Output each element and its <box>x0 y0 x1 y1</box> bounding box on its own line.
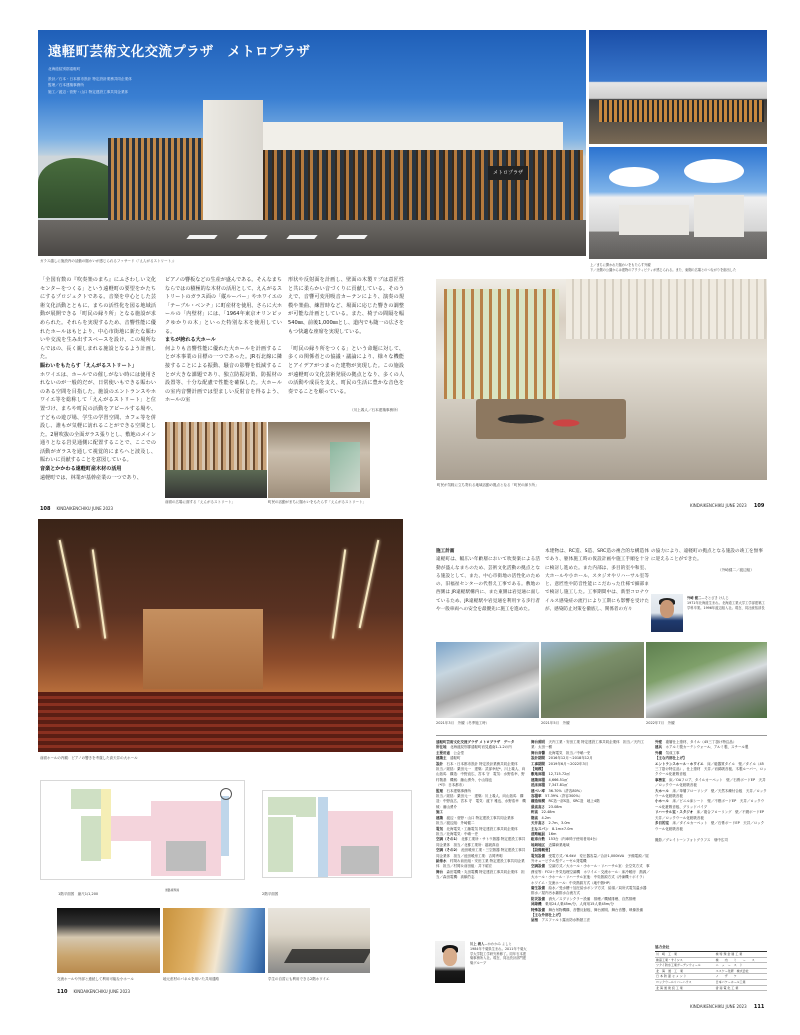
cooperators-cell: 北 海 道 建 設 工 業 <box>655 985 715 991</box>
window-louvers <box>444 289 559 399</box>
data-sheet-value: 渡辺・菅野・山口 特定建設工事共同企業体 <box>446 815 515 820</box>
data-sheet-entry <box>531 886 651 897</box>
data-sheet-label: 地域地区 <box>531 842 549 847</box>
data-sheet-entry <box>531 864 651 886</box>
data-sheet-entry <box>531 918 651 923</box>
photo-main-hall <box>38 519 403 752</box>
paragraph: ホワイエは、ホールでの催しがない時には使用されないのが一般的だが、日常使いもできる賑わいのある空間を目指した。施設のエントランスやホワイエ等を総称して「えんがるストリート」と位置づけ、まちや町民の活動をアピールする場や、子どもの遊び場、学生の学習空間、カフェ等を併設し、誰もが気軽に訪れることができる空間とした。2層吹抜の全面ガラス張りとし、敷地のメイン通りとなる岩見通側に配置することで、ここでの活動がガラスを通して視覚的にまちへと波及し、賑わいに貢献することを意図している。 <box>40 371 156 464</box>
page-footer-110 <box>57 989 130 995</box>
paragraph: 「全国有数の『吹奏楽のまち』にふさわしい文化センターをつくる」という遠軽町の要望をかたちにするプロジェクトである。音楽を中心とした芸術文化活動とともに、まちの活性化を図る地域活動が展開できる「町民の縁り所」となる施設が求められた。それらを実現するため、音響性能に優れたホールはもとより、中心市街地に新たな賑わいや交流を生み出すスペースを設け、この場所ならではの、長く親しまれる施設となるよう計画した。 <box>40 277 156 361</box>
data-sheet-value: 床／複合フローリング 壁／不燃ボードEP 天井／ロックウール化粧吸音板 <box>655 810 768 820</box>
data-sheet-section: 【設備概要】 <box>531 848 552 853</box>
glass-facade-main <box>263 150 583 222</box>
data-sheet-label: 防災設備 <box>531 896 549 901</box>
p110-photo-a-caption: 交流ホールや外部と連続して利用可能な小ホール <box>57 977 134 981</box>
data-sheet-label: 建築 <box>436 815 447 820</box>
data-sheet-value: 床／タイルカーペット 壁／石膏ボードEP 天井／ロックウール化粧吸音板 <box>655 821 765 831</box>
data-sheet-value: 担当／総括：栗田元一 建築：武部幸紀*、川上義人、向山拓馬 構造：中野直広、宮本 守 電気：水野浩幸、野村敬基 機械：藤山勇介、小山翔也 <box>436 767 526 782</box>
aerial-1-caption: 2021年3月 外観（冬季施工時） <box>436 721 490 725</box>
photo-2f-foyer <box>268 908 370 973</box>
data-sheet-value: 複層仕上塗材、タイル（45三丁掛け特注品） <box>665 740 737 744</box>
p110-photo-c-caption: 学生の自習にも利用できる2階ホワイエ <box>268 977 330 981</box>
article-title: 遠軽町芸術文化交流プラザ メトロプラザ <box>48 44 311 60</box>
data-sheet-label: 事務室 <box>655 777 669 782</box>
data-sheet-value: 7,347.81㎡ <box>548 783 568 788</box>
plan-corridor <box>101 789 111 859</box>
photo-small-hall <box>57 908 160 973</box>
data-sheet-section: 【主な外部仕上げ】 <box>531 913 563 917</box>
data-sheet-entry <box>655 789 767 800</box>
data-sheet-entry <box>655 821 767 832</box>
p108-signature: （川上義人／石本建築事務所） <box>350 408 401 412</box>
p110-hall-caption: 前面ホールの内観：ピアノの響きを考慮した高天井の大ホール <box>40 756 138 760</box>
data-sheet-value: 2019年6月〜2022年3月 <box>548 761 589 766</box>
data-sheet-value: 村岡＆前田組・安田工業 特定建設工事共同企業体 担当／村岡＆前田組：井下昭宏 <box>436 858 525 869</box>
plan-room <box>71 789 101 809</box>
p110-photo-b-caption: 地元産材のパネルを用いた共用通路 <box>163 977 219 981</box>
cooperators-cell: 香 南 電 化 工 業 <box>715 985 767 991</box>
p111-signature: （外崎健二／渡辺組） <box>718 568 754 572</box>
paragraph: 本建物は、RC造、S造、SRC造の複合的な構造体であり、躯体施工時の仮設計画や施工手順を十分に検討し進めた。また内部は、多目的室や和室、大ホールや小ホール、スタジオやリハーサル室等と、意匠性や防音性能にこだわった仕様で細部まで検討し施工した。工事期間中は、新型コロナウイルス感染症の流行により工期にも影響を受けたが、感染防止対策を徹底し、関係者の方々 <box>545 549 649 613</box>
cooperators-cell: 株 特 殊 金 属 工 業 <box>715 952 767 958</box>
section-heading: まちが誇れる大ホール <box>165 337 216 344</box>
photo-engaru-street-interior <box>268 422 370 498</box>
data-sheet-label: 屋根 <box>531 918 542 923</box>
data-sheet-value: 23.08m <box>548 804 562 809</box>
cooperators-cell: エスケー化研 株式会社 <box>715 968 767 974</box>
plan-stair <box>221 796 229 856</box>
data-sheet-label: 大ホール <box>655 788 673 793</box>
data-sheet-value: 16m <box>548 831 557 836</box>
wall-light <box>59 540 80 628</box>
face <box>443 948 457 966</box>
page-footer-108 <box>40 506 113 512</box>
photo-community-space <box>436 279 767 480</box>
glass-facade-left <box>108 138 203 223</box>
data-sheet-value: 公会堂 <box>453 750 464 755</box>
cooperators-cell: 株 内 ミ ー ス <box>715 957 767 963</box>
credit-design: 設計／石本・日本都市設計 特定設計業務共同企業体 <box>48 76 132 81</box>
data-sheet-label: 軒高 <box>531 810 542 815</box>
p111-column-1 <box>436 548 540 614</box>
section-heading: 音楽とかかわる遠軽町産木材の活用 <box>40 466 122 473</box>
data-sheet-label: 衛生設備 <box>531 885 549 890</box>
paragraph: 何よりも音響性能に優れた大ホールを計画することが本事業の目標の一つであった。JR石北線に隣接することによる振動、騒音の影響を低減することが大きな課題であり、独立防振対策、防振材の設置等、十分な配慮で性能を確保した。大ホールの室内音響計画では望ましい反射音を得るよう、ホールの室 <box>165 345 282 404</box>
data-sheet-label: 建具 <box>655 745 666 750</box>
data-sheet-label: 小ホール <box>655 799 673 804</box>
magazine-name: KINDAIKENCHIKU JUNE 2023 <box>73 989 131 994</box>
people-at-tables <box>476 399 626 439</box>
data-sheet-value: 床／ビニル床シート 壁／不燃ボードEP 天井／ロックウール化粧吸音板、グリッドパイプ <box>655 799 765 809</box>
data-sheet-value: 受電方式／6.6kV 変圧器容量／合計1,000kVA 予備電源／屋外キュービクル型ディーゼル発電機 <box>531 853 649 863</box>
data-sheet-label: 工事期間 <box>531 761 549 766</box>
cooperators-cell: 日本パワーホール工業 <box>715 979 767 985</box>
data-sheet-value: 消火／スプリンクラー設備 排煙／機械排煙、自然排煙 <box>548 896 636 901</box>
crosswalk-stripe <box>286 235 317 239</box>
data-sheet-label: 設計期間 <box>531 756 549 761</box>
p111-column-3 <box>651 548 763 565</box>
photo-aerial-2021-05 <box>541 642 644 718</box>
data-sheet-label: 空調（その2） <box>436 848 462 853</box>
photo-exterior-night <box>589 30 767 144</box>
plan-room <box>268 797 296 815</box>
page-footer-109 <box>690 503 764 509</box>
photo-corridor <box>163 908 265 973</box>
data-sheet-entry <box>436 767 528 783</box>
photo-credit: 撮影／グレイトーンフォトグラフス 畑中広司 <box>655 837 728 842</box>
data-sheet-list <box>655 740 767 832</box>
data-sheet-entry <box>436 794 528 810</box>
profile-kawakami: 川上 義人—かわかみ よしと 1984年千葉県生まれ。2011年千葉大学大学院工学研究科修了。同年石本建築事務所入社。現在、同社設計部門建築グループ <box>470 942 527 966</box>
data-sheet-label: 主なスパン <box>531 826 552 831</box>
data-sheet-label: 延床面積 <box>531 783 549 788</box>
wall-light <box>92 549 107 638</box>
data-sheet-entry <box>655 762 767 778</box>
data-sheet-value: 4,666.51㎡ <box>548 777 568 782</box>
data-sheet-entry <box>655 799 767 810</box>
data-sheet-label: 敷地面積 <box>531 772 549 777</box>
page-number: 108 <box>40 506 51 512</box>
page-number: 111 <box>753 1004 765 1010</box>
data-sheet-label: 舞台照明 <box>531 740 549 744</box>
credit-supervision: 監理／石本建築事務所 <box>48 83 84 87</box>
cooperators-cell: ツクイ防水工業ガーデンウォール <box>655 963 715 969</box>
credit-construction: 施工／渡辺・菅野・山口 特定建設工事共同企業体 <box>48 89 129 94</box>
data-sheet-label: 空調設備 <box>531 864 549 869</box>
data-sheet-value: 担当／渡辺組：外崎健二 <box>436 821 475 826</box>
profile-name: 外崎 健二 <box>687 596 702 600</box>
p108-column-3 <box>288 276 404 396</box>
data-sheet-entry <box>531 740 651 751</box>
building-sign: メトロプラザ <box>488 166 528 180</box>
page-footer-111 <box>690 1004 764 1010</box>
data-sheet-value: 近隣商業地域 <box>548 842 570 847</box>
location: 北海道紋別郡遠軽町 <box>48 67 81 71</box>
data-sheet-section: 【規模】 <box>531 767 545 772</box>
cloud <box>609 167 659 187</box>
aerial-3-caption: 2022年7月 外観 <box>646 721 675 725</box>
audience-seats <box>38 692 403 752</box>
data-sheet-label: 施工 <box>436 810 447 815</box>
profile-reading: かわかみ よしと <box>487 942 512 946</box>
data-sheet-entry <box>436 859 528 870</box>
data-sheet-value: 池田暖房工業・三空熱器 特定建設工事共同企業体 担当／池田暖房工業：吉岡秀明 <box>436 848 526 858</box>
data-sheet-section: 【主な内部仕上げ】 <box>655 756 687 761</box>
p108-column-1 <box>40 276 156 482</box>
data-sheet-entry <box>436 837 528 848</box>
north-arrow-icon <box>220 788 232 800</box>
data-sheet-value: 8.1m×7.0m <box>552 826 573 831</box>
data-sheet-label: 道路幅員 <box>531 831 549 836</box>
cooperators-table <box>655 945 767 991</box>
floor-plan-2f <box>262 790 412 878</box>
data-sheet-value: 乗用24人乗45m/分、人荷用15人乗45m/分 <box>545 902 614 907</box>
data-sheet-value: 36.70%（許容80%） <box>548 788 584 793</box>
data-sheet-list <box>531 740 651 924</box>
p108-photo-b-caption: 町民の活動がまちに賑わいをもたらす「えんがるストリート」 <box>268 500 366 504</box>
hero-caption: ガラス越しに施設内の活動の賑わいが感じられるファサード（「えんがるストリート」） <box>40 259 177 263</box>
paragraph: 遠軽町は、幅広い年齢層において吹奏楽による活動が盛んなまちのため、芸術文化活動の拠点となる施設として、また、中心市街地の活性化のための、旧福祉センターの代替え工事である。敷地の西側は JR遠軽駅構内に、また東側は岩見通に面しているため、JR遠軽駅や岩見通を利用する歩行者や一般車両への安全を最優先に施工を進めた。 <box>436 557 540 613</box>
article-credits <box>48 66 132 95</box>
profile-reading: そとざき けんじ <box>704 596 729 600</box>
lit-facade <box>599 100 764 122</box>
data-sheet-value: 気成工事 <box>665 750 680 755</box>
data-sheet-list <box>436 745 528 880</box>
data-sheet-label: リハーサル室・スタジオ <box>655 810 697 815</box>
photo-engaru-street-front <box>165 422 267 498</box>
ceiling <box>566 279 766 339</box>
data-sheet-value: 舞台吊物機構、音響反射板、舞台照明、舞台音響、映像設備 <box>548 907 643 912</box>
data-sheet-value: ホアルミ製カーテンウォール、アルミ製、スチール製 <box>665 745 749 750</box>
cooperators-cell: 日 本 防 湿 セ メ ン ト <box>655 974 715 980</box>
plan-2f-caption: 2階平面図 <box>262 892 279 896</box>
plan-room <box>268 817 293 872</box>
data-sheet-entry <box>655 810 767 821</box>
cloud <box>684 159 744 183</box>
data-sheet-value: 北海電気・工藤電気 特定建設工事共同企業体 <box>446 826 518 831</box>
building-block <box>694 195 744 237</box>
page-number: 110 <box>57 989 68 995</box>
crosswalk-stripe <box>236 235 267 239</box>
data-sheet-value: 床／磁器質タイル 壁／タイル（45三丁掛け特注品）、仕上塗材 天井／岩綿吸音板、木製ルーバー、ロックウール化粧吸音板 <box>655 761 767 777</box>
data-sheet-column-2 <box>531 740 651 924</box>
plan-seating <box>341 846 379 874</box>
data-sheet-label: 最高高さ <box>531 804 549 809</box>
data-sheet-label: エントランスホール・ホワイエ <box>655 761 708 766</box>
staircase <box>330 442 360 492</box>
data-sheet-entry <box>531 854 651 865</box>
data-sheet-value: 天内工業・安田工業 特定建設工事共同企業体 担当／天内工業：太田一樹 <box>531 740 645 750</box>
data-sheet-label: 監理 <box>436 788 447 793</box>
data-sheet-value: 北海電気 担当／中嶋一史 <box>548 750 591 755</box>
right-photos-caption-1: 上／まちに開かれた賑わいをもたらす外観 <box>590 263 651 267</box>
photo-aerial-2021-03 <box>436 642 539 718</box>
aerial-2-caption: 2021年5月 外観 <box>541 721 570 725</box>
data-sheet-column-1 <box>436 740 528 881</box>
profile-name: 川上 義人 <box>470 942 485 946</box>
data-sheet-value: RC造一部S造、SRC造 地上4階 <box>548 799 600 804</box>
right-photos-caption-2: 下／北側の公園からは建物のアクティビティが感じられる。また、東側の広場とのつながりを創出した <box>590 268 737 272</box>
paragraph: 「町民の縁り所をつくる」という命題に対して、多くの関係者との協議・議論により、様々な機能とアイデアがつまった建物が実現した。この施設が遠軽町の文化芸術発展の拠点となり、多くの人の活動や成長を支え、町民の生活に豊かな音色を奏でることを願っている。 <box>288 345 404 395</box>
data-sheet-value: 遠軽町 <box>450 756 461 761</box>
data-sheet-label: 階高 <box>531 815 542 820</box>
data-sheet-label: 給排水 <box>436 858 450 863</box>
data-sheet-value: 2016年12月〜2018年12月 <box>548 756 593 761</box>
data-sheet-label: 舞台音響 <box>531 750 549 755</box>
data-sheet-label: 容積率 <box>531 794 545 799</box>
plan-room <box>111 816 151 841</box>
data-sheet-value: 石本建築事務所 <box>446 788 471 793</box>
data-sheet-value: 北都工業所・サトウ熱器 特定建設工事共同企業体 担当／北都工業所：越坂真治 <box>436 837 526 847</box>
data-sheet-label: 外構 <box>655 750 666 755</box>
plan-seating <box>166 841 206 871</box>
data-sheet-value: アスファルト露出防水断熱工法 <box>541 918 591 923</box>
plan-1f-caption: 1階平面図 縮尺1/1,200 <box>58 892 99 896</box>
cooperators-grid <box>655 951 767 991</box>
face <box>660 600 674 618</box>
cooperators-cell: ロックウールリバーハウス <box>655 979 715 985</box>
white-wall-tower <box>203 100 263 225</box>
data-sheet-label: 多目的室 <box>655 821 673 826</box>
plan-void <box>318 797 328 877</box>
photo-aerial-2022-07 <box>646 642 767 718</box>
data-sheet-entry <box>436 870 528 881</box>
page-number: 109 <box>753 503 765 509</box>
portrait-kawakami <box>435 941 465 983</box>
p108-photo-a-caption: 前面の広場に面する「えんがるストリート」 <box>165 500 235 504</box>
magazine-name: KINDAIKENCHIKU JUNE 2023 <box>56 506 114 511</box>
data-sheet-value: 北海道紋別郡遠軽町岩見通南1-1-2の内 <box>450 745 512 750</box>
data-sheet-label: 主要用途 <box>436 750 454 755</box>
data-sheet-value: 森田電機・丸田電機 特定建設工事共同企業体 担当／森田電機：高橋竹志 <box>436 869 525 880</box>
profile-sotozaki: 外崎 健二—そとざき けんじ 1971年北海道生まれ。北海道工業大学工学部建築工学科卒業。1996年渡辺組入社。現在、同社統括部長 <box>687 596 765 610</box>
paragraph: 形状や反射面を計画し、壁面の木製リブは意匠性と共に柔らかい音づくりに貢献している。そのうえで、音響可変用吸音カーテンにより、演奏の規模や楽曲、練習時など、場面に応じた響きの調整が可能な計画としている。また、椅子の間隔を幅540㎜、前後1,000㎜とし、道内でも随一の広さをもつ快適な座席を実現している。 <box>288 277 404 335</box>
data-sheet-label: 電気 <box>436 826 447 831</box>
cooperators-cell: 北 海 道 工 業 <box>655 968 715 974</box>
section-heading: 賑わいをもたらす「えんがるストリート」 <box>40 362 137 369</box>
section-heading: 施工計画 <box>436 549 455 554</box>
data-sheet-label: 昇降機 <box>531 902 545 907</box>
data-sheet-label: 設計 <box>436 761 447 766</box>
data-sheet-label: 建築面積 <box>531 777 549 782</box>
paragraph: の協力により、遠軽町の拠点となる施設の竣工を無事に迎えることができた。 <box>651 549 763 563</box>
stage <box>143 609 263 689</box>
plan-room <box>81 816 101 861</box>
cooperators-cell: 川 崎 工 業 <box>655 952 715 958</box>
data-sheet-value: 4.2m <box>541 815 551 820</box>
building-block <box>619 205 689 235</box>
data-sheet-value: 12,715.72㎡ <box>548 772 570 777</box>
cooperators-row <box>655 985 767 991</box>
data-sheet-value: 床／OAフロア、タイルカーペット 壁／石膏ボードEP 天井／ロックウール化粧吸音板 <box>655 777 766 788</box>
cooperators-cell: 株高工業・サイシス <box>655 957 715 963</box>
data-sheet-label: 天井高さ <box>531 821 549 826</box>
data-sheet-value: 担当／総括：栗田元一 建築：川上義人、向山拓馬 構造：中野直広、宮本 守 電気：渡下 雅也、水野浩幸 機械：藤山勇介 <box>436 794 526 809</box>
data-sheet-label: 所在地 <box>436 745 450 750</box>
cooperators-cell: ニ ュ ー ス ト <box>715 963 767 969</box>
paragraph: ピアノの響板などの生産が盛んである。そんなまちならではの積極的な木材の活用として、えんがるストリートのガラス面の「縦ルーバー」やホワイエの「テーブル・ベンチ」に町産材を使用、さらに大ホールの「内壁材」には、「1964年東京オリンピックゆかりの木」といった特別な木を使用している。 <box>165 277 283 335</box>
divider <box>436 735 767 736</box>
data-sheet-column-3 <box>655 740 767 843</box>
data-sheet-entry <box>436 848 528 859</box>
wall-light <box>359 540 380 628</box>
floor-plan-1f <box>40 780 245 880</box>
data-sheet-title: 遠軽町芸術文化交流プラザ メトロプラザ データ <box>436 740 515 744</box>
wall-light <box>332 549 347 638</box>
hero-photo-building-exterior <box>38 30 586 256</box>
data-sheet-value: 57.39%（許容300%） <box>545 794 583 799</box>
data-sheet-label: 構造規模 <box>531 799 549 804</box>
profile-bio: 1984年千葉県生まれ。2011年千葉大学大学院工学研究科修了。同年石本建築事務所入社。現在、同社設計部門建築グループ <box>470 946 527 966</box>
magazine-name: KINDAIKENCHIKU JUNE 2023 <box>690 1004 747 1009</box>
data-sheet-value: 22.48m <box>541 810 555 815</box>
paragraph: 遠軽町では、林業が基幹産業の一つであり、 <box>40 474 142 481</box>
data-sheet-value: 給水／受水槽＋加圧給水ポンプ方式 給湯／局所式電気温水器 排水／屋内汚水雑排水合流方式 <box>531 885 650 896</box>
profile-bio: 1971年北海道生まれ。北海道工業大学工学部建築工学科卒業。1996年渡辺組入社。現在、同社統括部長 <box>687 600 765 610</box>
data-sheet-value: （*印：日本都市） <box>436 783 466 788</box>
data-sheet-label: 空調（その1） <box>436 837 462 842</box>
data-sheet-label: 舞台 <box>436 869 447 874</box>
data-sheet-value: 153台（内車椅子使用者用4台） <box>548 837 600 842</box>
building-upper-volume <box>263 122 563 150</box>
crosswalk-stripe <box>186 235 217 239</box>
p111-column-2 <box>545 548 649 614</box>
p109-caption: 町民が気軽に立ち寄れる地域活動の拠点となる「町民の縁り所」 <box>437 483 539 487</box>
data-sheet-entry <box>655 778 767 789</box>
data-sheet-value: 床／単層フローリング 壁／天然木練付合板 天井／ロックウール化粧吸音板 <box>655 788 767 799</box>
data-sheet-label: 建ぺい率 <box>531 788 549 793</box>
cooperators-title: 協力会社 <box>655 945 670 949</box>
data-sheet-label: 外壁 <box>655 740 666 744</box>
photo-exterior-park <box>589 147 767 259</box>
plan-room <box>296 797 316 817</box>
data-sheet-value: 2.7m、3.0m <box>548 821 570 826</box>
study-tables <box>284 949 370 963</box>
data-sheet-label: 電気設備 <box>531 853 549 858</box>
data-sheet-value: 石本・日本都市設計 特定設計業務共同企業体 <box>446 761 518 766</box>
data-sheet-value: 空調方式／大ホール・小ホール・リハーサル室：全空気方式 事務室等：FCU＋外気処理空調機 ホワイエ・交流ホール：床冷暖房 熱源／大ホール・小ホール・リハーサル室他：中央熱源方式（冷凍機＋ボイラ） ホワイエ・交流ホール：中央熱源方式（地中熱HP） <box>531 864 650 885</box>
p108-column-2 <box>165 276 282 405</box>
data-sheet-label: 建築主 <box>436 756 450 761</box>
data-sheet-label: 駐車台数 <box>531 837 549 842</box>
data-sheet-value: 担当／北海電気：中嶋一史 <box>436 831 478 836</box>
portrait-sotozaki <box>651 594 683 632</box>
crosswalk-stripe <box>336 235 367 239</box>
data-sheet-label: 特殊設備 <box>531 907 549 912</box>
floor <box>165 470 267 498</box>
magazine-name: KINDAIKENCHIKU JUNE 2023 <box>690 503 747 508</box>
plan-road-label: 道路境界線 <box>165 888 179 892</box>
cooperators-cell: ノ ザ ワ <box>715 974 767 980</box>
